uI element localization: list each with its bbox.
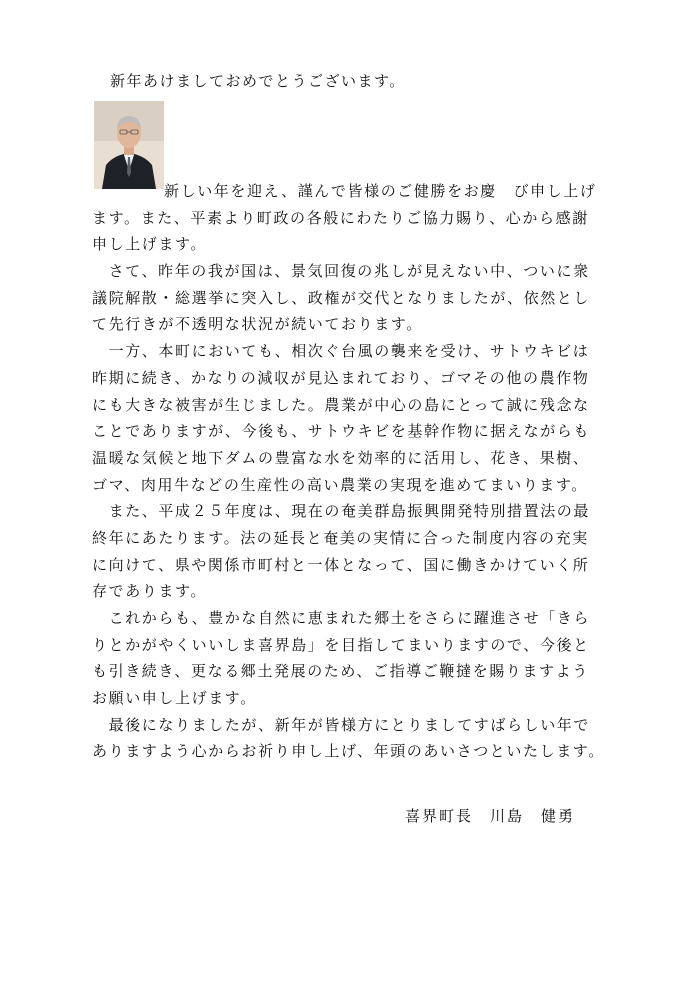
greeting-heading: 新年あけましておめでとうございます。	[110, 72, 406, 90]
portrait-illustration	[94, 101, 164, 189]
body-line: さて、昨年の我が国は、景気回復の兆しが見えない中、ついに衆	[92, 262, 590, 281]
body-line: 最後になりましたが、新年が皆様方にとりましてすばらしい年で	[92, 715, 591, 734]
body-line: ます。また、平素より町政の各般にわたりご協力賜り、心から感謝	[92, 208, 589, 227]
signature: 喜界町長 川島 健勇	[405, 807, 576, 825]
body-line: 昨期に続き、かなりの減収が見込まれており、ゴマその他の農作物	[92, 368, 590, 387]
body-line: また、平成２５年度は、現在の奄美群島振興開発特別措置法の最	[92, 502, 591, 521]
body-line: ありますよう心からお祈り申し上げ、年頭のあいさつといたします。	[92, 742, 605, 761]
mayor-portrait-photo	[94, 101, 164, 189]
body-line: これからも、豊かな自然に恵まれた郷土をさらに躍進させ「きら	[92, 609, 591, 627]
body-line: 新しい年を迎え、謹んで皆様のご健勝をお慶 び申し上げ	[164, 182, 597, 200]
message-body	[92, 178, 632, 765]
body-line: て先行きが不透明な状況が続いております。	[92, 315, 423, 334]
body-line: 終年にあたります。法の延長と奄美の実情に合った制度内容の充実	[92, 528, 589, 547]
body-line: 申し上げます。	[92, 235, 208, 254]
body-line: りとかがやくいいしま喜界島」を目指してまいりますので、今後と	[92, 635, 590, 654]
body-line: 一方、本町においても、相次ぐ台風の襲来を受け、サトウキビは	[92, 342, 590, 361]
body-line: ゴマ、肉用牛などの生産性の高い農業の実現を進めてまいります。	[92, 475, 588, 494]
body-line: お願い申し上げます。	[92, 689, 257, 708]
body-line: も引き続き、更なる郷土発展のため、ご指導ご鞭撻を賜りますよう	[92, 662, 589, 681]
body-line: にも大きな被害が生じました。農業が中心の島にとって誠に残念な	[92, 395, 590, 414]
body-line: 温暖な気候と地下ダムの豊富な水を効率的に活用し、花き、果樹、	[92, 448, 590, 467]
body-line: ことでありますが、今後も、サトウキビを基幹作物に据えながらも	[92, 422, 591, 441]
body-line: に向けて、県や関係市町村と一体となって、国に働きかけていく所	[92, 555, 590, 574]
body-line: 議院解散・総選挙に突入し、政権が交代となりましたが、依然とし	[92, 288, 591, 307]
body-line: 存であります。	[92, 582, 208, 601]
